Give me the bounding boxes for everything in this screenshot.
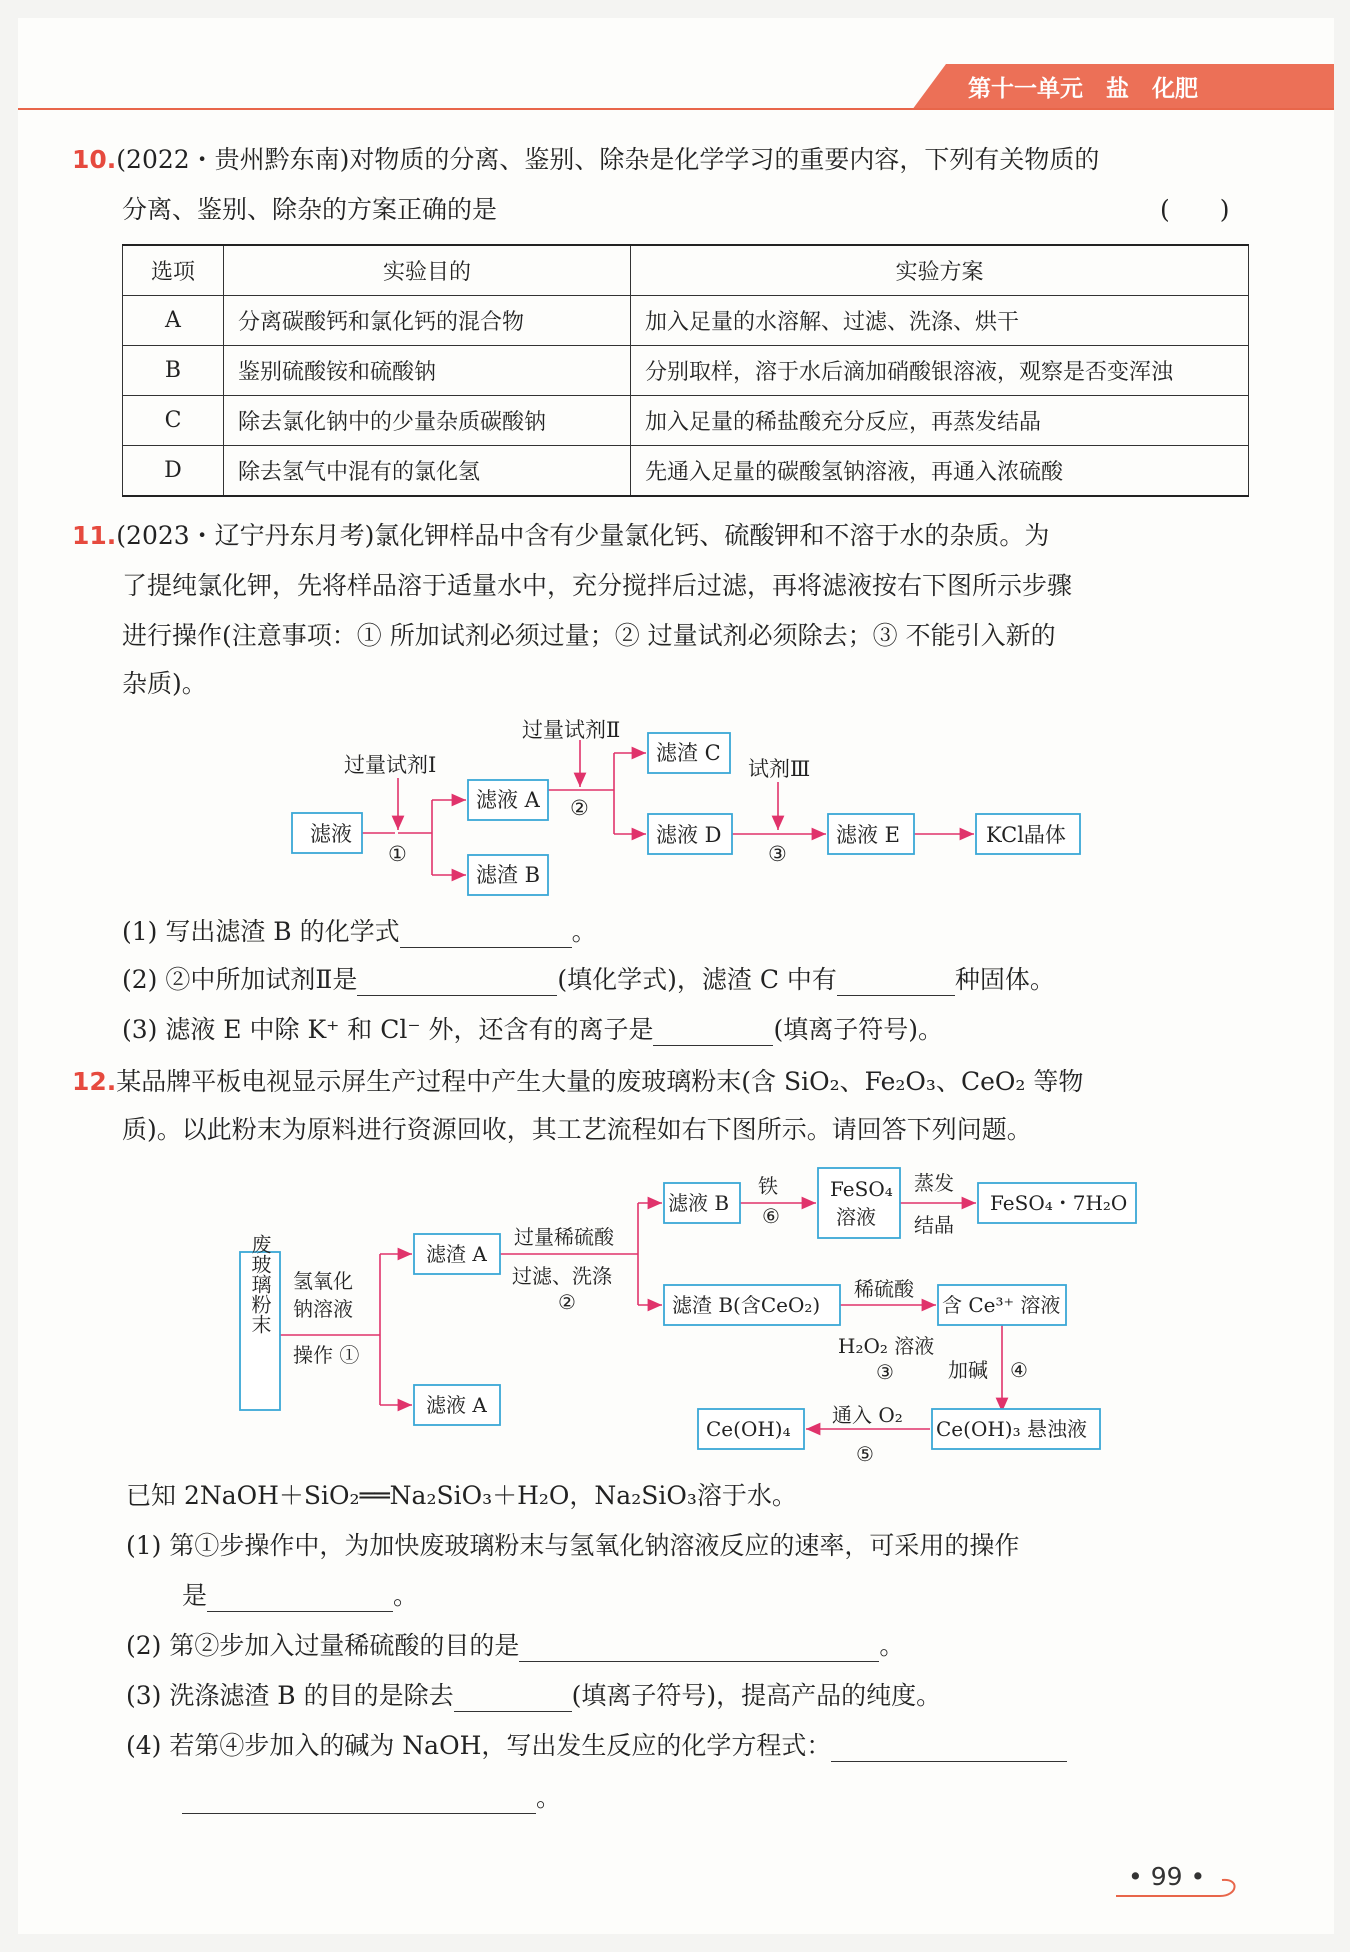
q12-sub1-blank[interactable] [207, 1585, 393, 1612]
q10-options-table [122, 244, 1249, 497]
label-step2: ② [570, 796, 589, 820]
label-step6: ⑥ [762, 1204, 780, 1228]
node-ceoh3: Ce(OH)₃ 悬浊液 [936, 1417, 1087, 1441]
q12-sub3-blank[interactable] [454, 1685, 572, 1712]
q11-line2: 了提纯氯化钾，先将样品溶于适量水中，充分搅拌后过滤，再将滤液按右下图所示步骤 [122, 571, 1073, 600]
table-row [123, 446, 1249, 497]
node-residue-c: 滤渣 C [656, 741, 721, 765]
label-step2: ② [558, 1290, 576, 1314]
table-cell: 分离碳酸钙和氯化钙的混合物 [224, 296, 631, 346]
q12-line1 [72, 1066, 1083, 1098]
page-number: • 99 • [1128, 1862, 1206, 1891]
q11-sub2-blank2[interactable] [837, 969, 955, 996]
q10-number: 10. [72, 145, 117, 174]
node-residue-a: 滤渣 A [426, 1242, 487, 1266]
q11-line1 [72, 520, 1049, 552]
label-add-base: 加碱 [948, 1358, 988, 1382]
q11-line4: 杂质)。 [122, 669, 207, 698]
label-iron: 铁 [758, 1174, 778, 1198]
q11-text1: (2023・辽宁丹东月考)氯化钾样品中含有少量氯化钙、硫酸钾和不溶于水的杂质。为 [116, 521, 1050, 550]
table-cell: 先通入足量的碳酸氢钠溶液，再通入浓硫酸 [631, 446, 1249, 497]
label-reagent1: 过量试剂Ⅰ [344, 753, 437, 777]
label-step4: ④ [1010, 1358, 1028, 1382]
q12-line2: 质)。以此粉末为原料进行资源回收，其工艺流程如右下图所示。请回答下列问题。 [122, 1115, 1032, 1144]
q12-sub3-end: (填离子符号)，提高产品的纯度。 [571, 1681, 942, 1710]
table-cell: 加入足量的水溶解、过滤、洗涤、烘干 [631, 296, 1249, 346]
node-feso4-7h2o: FeSO₄・7H₂O [990, 1191, 1128, 1215]
node-filtrate-e: 滤液 E [836, 823, 901, 847]
q11-sub1 [122, 916, 597, 948]
q11-sub1-text: (1) 写出滤渣 B 的化学式 [122, 917, 400, 946]
node-ceoh4: Ce(OH)₄ [706, 1417, 791, 1441]
q12-sub3-text: (3) 洗涤滤渣 B 的目的是除去 [126, 1681, 454, 1710]
table-row [123, 296, 1249, 346]
table-header-cell: 实验方案 [631, 245, 1249, 296]
node-filtrate-b: 滤液 B [668, 1191, 730, 1215]
q12-sub2 [126, 1630, 904, 1662]
q10-line2: 分离、鉴别、除杂的方案正确的是 [122, 195, 498, 224]
table-cell: 分别取样，溶于水后滴加硝酸银溶液，观察是否变浑浊 [631, 346, 1249, 396]
label-h2o2: H₂O₂ 溶液 [838, 1334, 935, 1358]
label-naoh-2: 钠溶液 [293, 1297, 353, 1321]
label-dilute-acid: 稀硫酸 [854, 1277, 914, 1301]
unit-title: 第十一单元 盐 化肥 [968, 76, 1198, 102]
label-reagent3: 试剂Ⅲ [748, 757, 811, 781]
label-naoh-1: 氢氧化 [293, 1269, 353, 1293]
node-filtrate: 滤液 [310, 822, 352, 846]
q11-sub3 [122, 1014, 943, 1046]
q11-flow-diagram [0, 710, 1350, 910]
node-residue-b: 滤渣 B [476, 863, 541, 887]
label-excess-acid: 过量稀硫酸 [514, 1225, 614, 1249]
q12-flow-diagram [0, 1150, 1350, 1470]
node-filtrate-d: 滤液 D [656, 823, 722, 847]
table-cell: D [123, 446, 224, 497]
q12-sub2-end: 。 [879, 1631, 905, 1660]
q11-sub2-blank1[interactable] [357, 969, 557, 996]
table-row [123, 346, 1249, 396]
table-header-cell: 实验目的 [224, 245, 631, 296]
node-filtrate-a: 滤液 A [476, 788, 540, 812]
table-cell: A [123, 296, 224, 346]
q11-sub1-end: 。 [571, 917, 597, 946]
label-crystallize: 结晶 [914, 1213, 954, 1237]
label-filter-wash: 过滤、洗涤 [512, 1264, 612, 1288]
page-number-swoosh-icon [1114, 1872, 1244, 1902]
node-ce3-solution: 含 Ce³⁺ 溶液 [942, 1293, 1061, 1317]
table-row [123, 396, 1249, 446]
q12-sub1: (1) 第①步操作中，为加快废玻璃粉末与氢氧化钠溶液反应的速率，可采用的操作 [126, 1531, 1020, 1560]
label-reagent2: 过量试剂Ⅱ [522, 718, 621, 742]
node-feso4-solution: 溶液 [836, 1205, 876, 1229]
node-filtrate-a: 滤液 A [426, 1393, 487, 1417]
label-step3: ③ [768, 842, 787, 866]
q12-text1: 某品牌平板电视显示屏生产过程中产生大量的废玻璃粉末(含 SiO₂、Fe₂O₃、CeO₂ 等物 [116, 1067, 1084, 1096]
q12-sub4 [126, 1730, 1067, 1762]
table-cell: 除去氯化钠中的少量杂质碳酸钠 [224, 396, 631, 446]
q11-number: 11. [72, 521, 117, 550]
q11-sub2 [122, 964, 1055, 996]
label-step1: ① [388, 842, 407, 866]
q12-sub3 [126, 1680, 941, 1712]
label-step3: ③ [876, 1360, 894, 1384]
q11-sub3-text: (3) 滤液 E 中除 K⁺ 和 Cl⁻ 外，还含有的离子是 [122, 1015, 654, 1044]
q11-sub2-mid: (填化学式)，滤渣 C 中有 [557, 965, 837, 994]
q12-number: 12. [72, 1067, 117, 1096]
table-cell: B [123, 346, 224, 396]
q12-known: 已知 2NaOH＋SiO₂══Na₂SiO₃＋H₂O，Na₂SiO₃溶于水。 [126, 1481, 797, 1510]
q11-sub3-end: (填离子符号)。 [773, 1015, 943, 1044]
label-operation-1: 操作 ① [293, 1343, 360, 1367]
node-kcl-crystal: KCl晶体 [986, 823, 1066, 847]
q11-sub2-end: 种固体。 [954, 965, 1055, 994]
table-cell: 加入足量的稀盐酸充分反应，再蒸发结晶 [631, 396, 1249, 446]
q10-text1: (2022・贵州黔东南)对物质的分离、鉴别、除杂是化学学习的重要内容，下列有关物质的 [116, 145, 1100, 174]
table-cell: C [123, 396, 224, 446]
q10-line1 [72, 144, 1099, 176]
q10-answer-paren: ( ) [1160, 195, 1230, 224]
q11-sub3-blank[interactable] [653, 1019, 773, 1046]
q12-sub2-blank[interactable] [519, 1635, 879, 1662]
table-cell: 除去氢气中混有的氯化氢 [224, 446, 631, 497]
q12-sub1-cont [182, 1580, 418, 1612]
q12-sub4-end: 。 [536, 1783, 562, 1812]
table-cell: 鉴别硫酸铵和硫酸钠 [224, 346, 631, 396]
q11-sub2-text: (2) ②中所加试剂Ⅱ是 [122, 965, 358, 994]
header-rule [18, 108, 1334, 110]
q12-sub4-cont [182, 1782, 561, 1814]
q12-sub1-text: 是 [182, 1581, 208, 1610]
node-feso4: FeSO₄ [830, 1177, 893, 1201]
table-header-cell: 选项 [123, 245, 224, 296]
q12-sub2-text: (2) 第②步加入过量稀硫酸的目的是 [126, 1631, 520, 1660]
q12-sub4-text: (4) 若第④步加入的碱为 NaOH，写出发生反应的化学方程式： [126, 1731, 832, 1760]
table-header-row [123, 245, 1249, 296]
q12-sub4-blank2[interactable] [182, 1787, 536, 1814]
node-waste-glass: 废玻璃粉末 [248, 1234, 272, 1334]
q12-sub4-blank1[interactable] [831, 1735, 1067, 1762]
node-residue-b: 滤渣 B(含CeO₂) [672, 1293, 821, 1317]
q12-sub1-end: 。 [393, 1581, 419, 1610]
q11-line3: 进行操作(注意事项：① 所加试剂必须过量；② 过量试剂必须除去；③ 不能引入新的 [122, 621, 1056, 650]
label-o2: 通入 O₂ [832, 1403, 903, 1427]
label-evaporate: 蒸发 [914, 1171, 954, 1195]
q11-sub1-blank[interactable] [400, 921, 572, 948]
label-step5: ⑤ [856, 1442, 874, 1466]
